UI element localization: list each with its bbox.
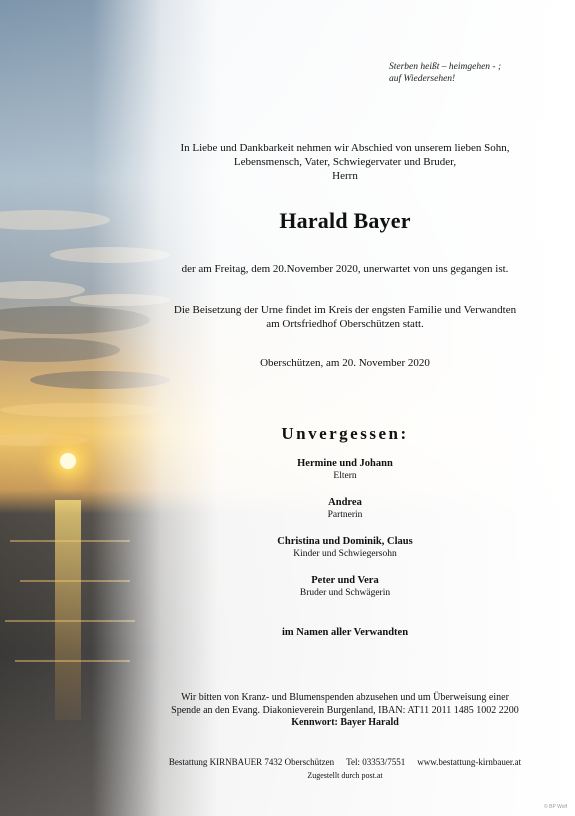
mourner-entry: [110, 535, 575, 560]
mourner-relation: Partnerin: [327, 510, 363, 520]
mourner-relation: Kinder und Schwiegersohn: [293, 549, 397, 559]
death-notice: der am Freitag, dem 20.November 2020, unerwartet von uns gegangen ist.: [181, 263, 509, 275]
mourner-name: Christina und Dominik, Claus: [277, 536, 413, 547]
motto-quote: [389, 61, 564, 85]
donation-line-2: Spende an den Evang. Diakonieverein Burgenland, IBAN: AT11 2011 1485 1002 2200: [171, 704, 519, 716]
intro-text: [110, 141, 575, 183]
funeral-home-footer: [110, 757, 575, 767]
delivery-note: Zugestellt durch post.at: [307, 771, 383, 780]
mourner-name: Hermine und Johann: [297, 458, 393, 469]
mourner-entry: [110, 457, 575, 482]
funeral-home-name: Bestattung KIRNBAUER 7432 Oberschützen: [168, 757, 335, 767]
intro-line-3: Herrn: [332, 170, 358, 182]
mourner-relation: Bruder und Schwägerin: [299, 588, 391, 598]
donation-request: [110, 692, 575, 730]
mourner-name: Andrea: [328, 497, 362, 508]
donation-line-1: Wir bitten von Kranz- und Blumenspenden abzusehen und um Überweisung einer: [181, 692, 509, 703]
place-date: Oberschützen, am 20. November 2020: [260, 357, 430, 369]
funeral-home-phone: Tel: 03353/7551: [346, 757, 406, 767]
copyright-stamp: © BP Wolf: [544, 804, 567, 810]
motto-line-1: Sterben heißt – heimgehen - ;: [389, 62, 502, 72]
on-behalf-line: im Namen aller Verwandten: [281, 627, 409, 638]
intro-line-1: In Liebe und Dankbarkeit nehmen wir Abschied von unserem lieben Sohn,: [180, 142, 510, 154]
funeral-info: [110, 303, 575, 331]
mourner-entry: [110, 574, 575, 599]
mourner-name: Peter und Vera: [311, 575, 379, 586]
funeral-line-2: am Ortsfriedhof Oberschützen statt.: [266, 318, 424, 330]
deceased-name: Harald Bayer: [279, 208, 411, 233]
donation-keyword: Kennwort: Bayer Harald: [291, 717, 399, 728]
motto-line-2: auf Wiedersehen!: [389, 74, 456, 84]
mourner-entry: [110, 496, 575, 521]
mourners-heading: Unvergessen:: [281, 424, 409, 443]
mourner-relation: Eltern: [333, 471, 357, 481]
funeral-line-1: Die Beisetzung der Urne findet im Kreis der engsten Familie und Verwandten: [173, 304, 517, 316]
funeral-home-website: www.bestattung-kirnbauer.at: [417, 757, 522, 767]
intro-line-2: Lebensmensch, Vater, Schwiegervater und Bruder,: [233, 156, 457, 168]
